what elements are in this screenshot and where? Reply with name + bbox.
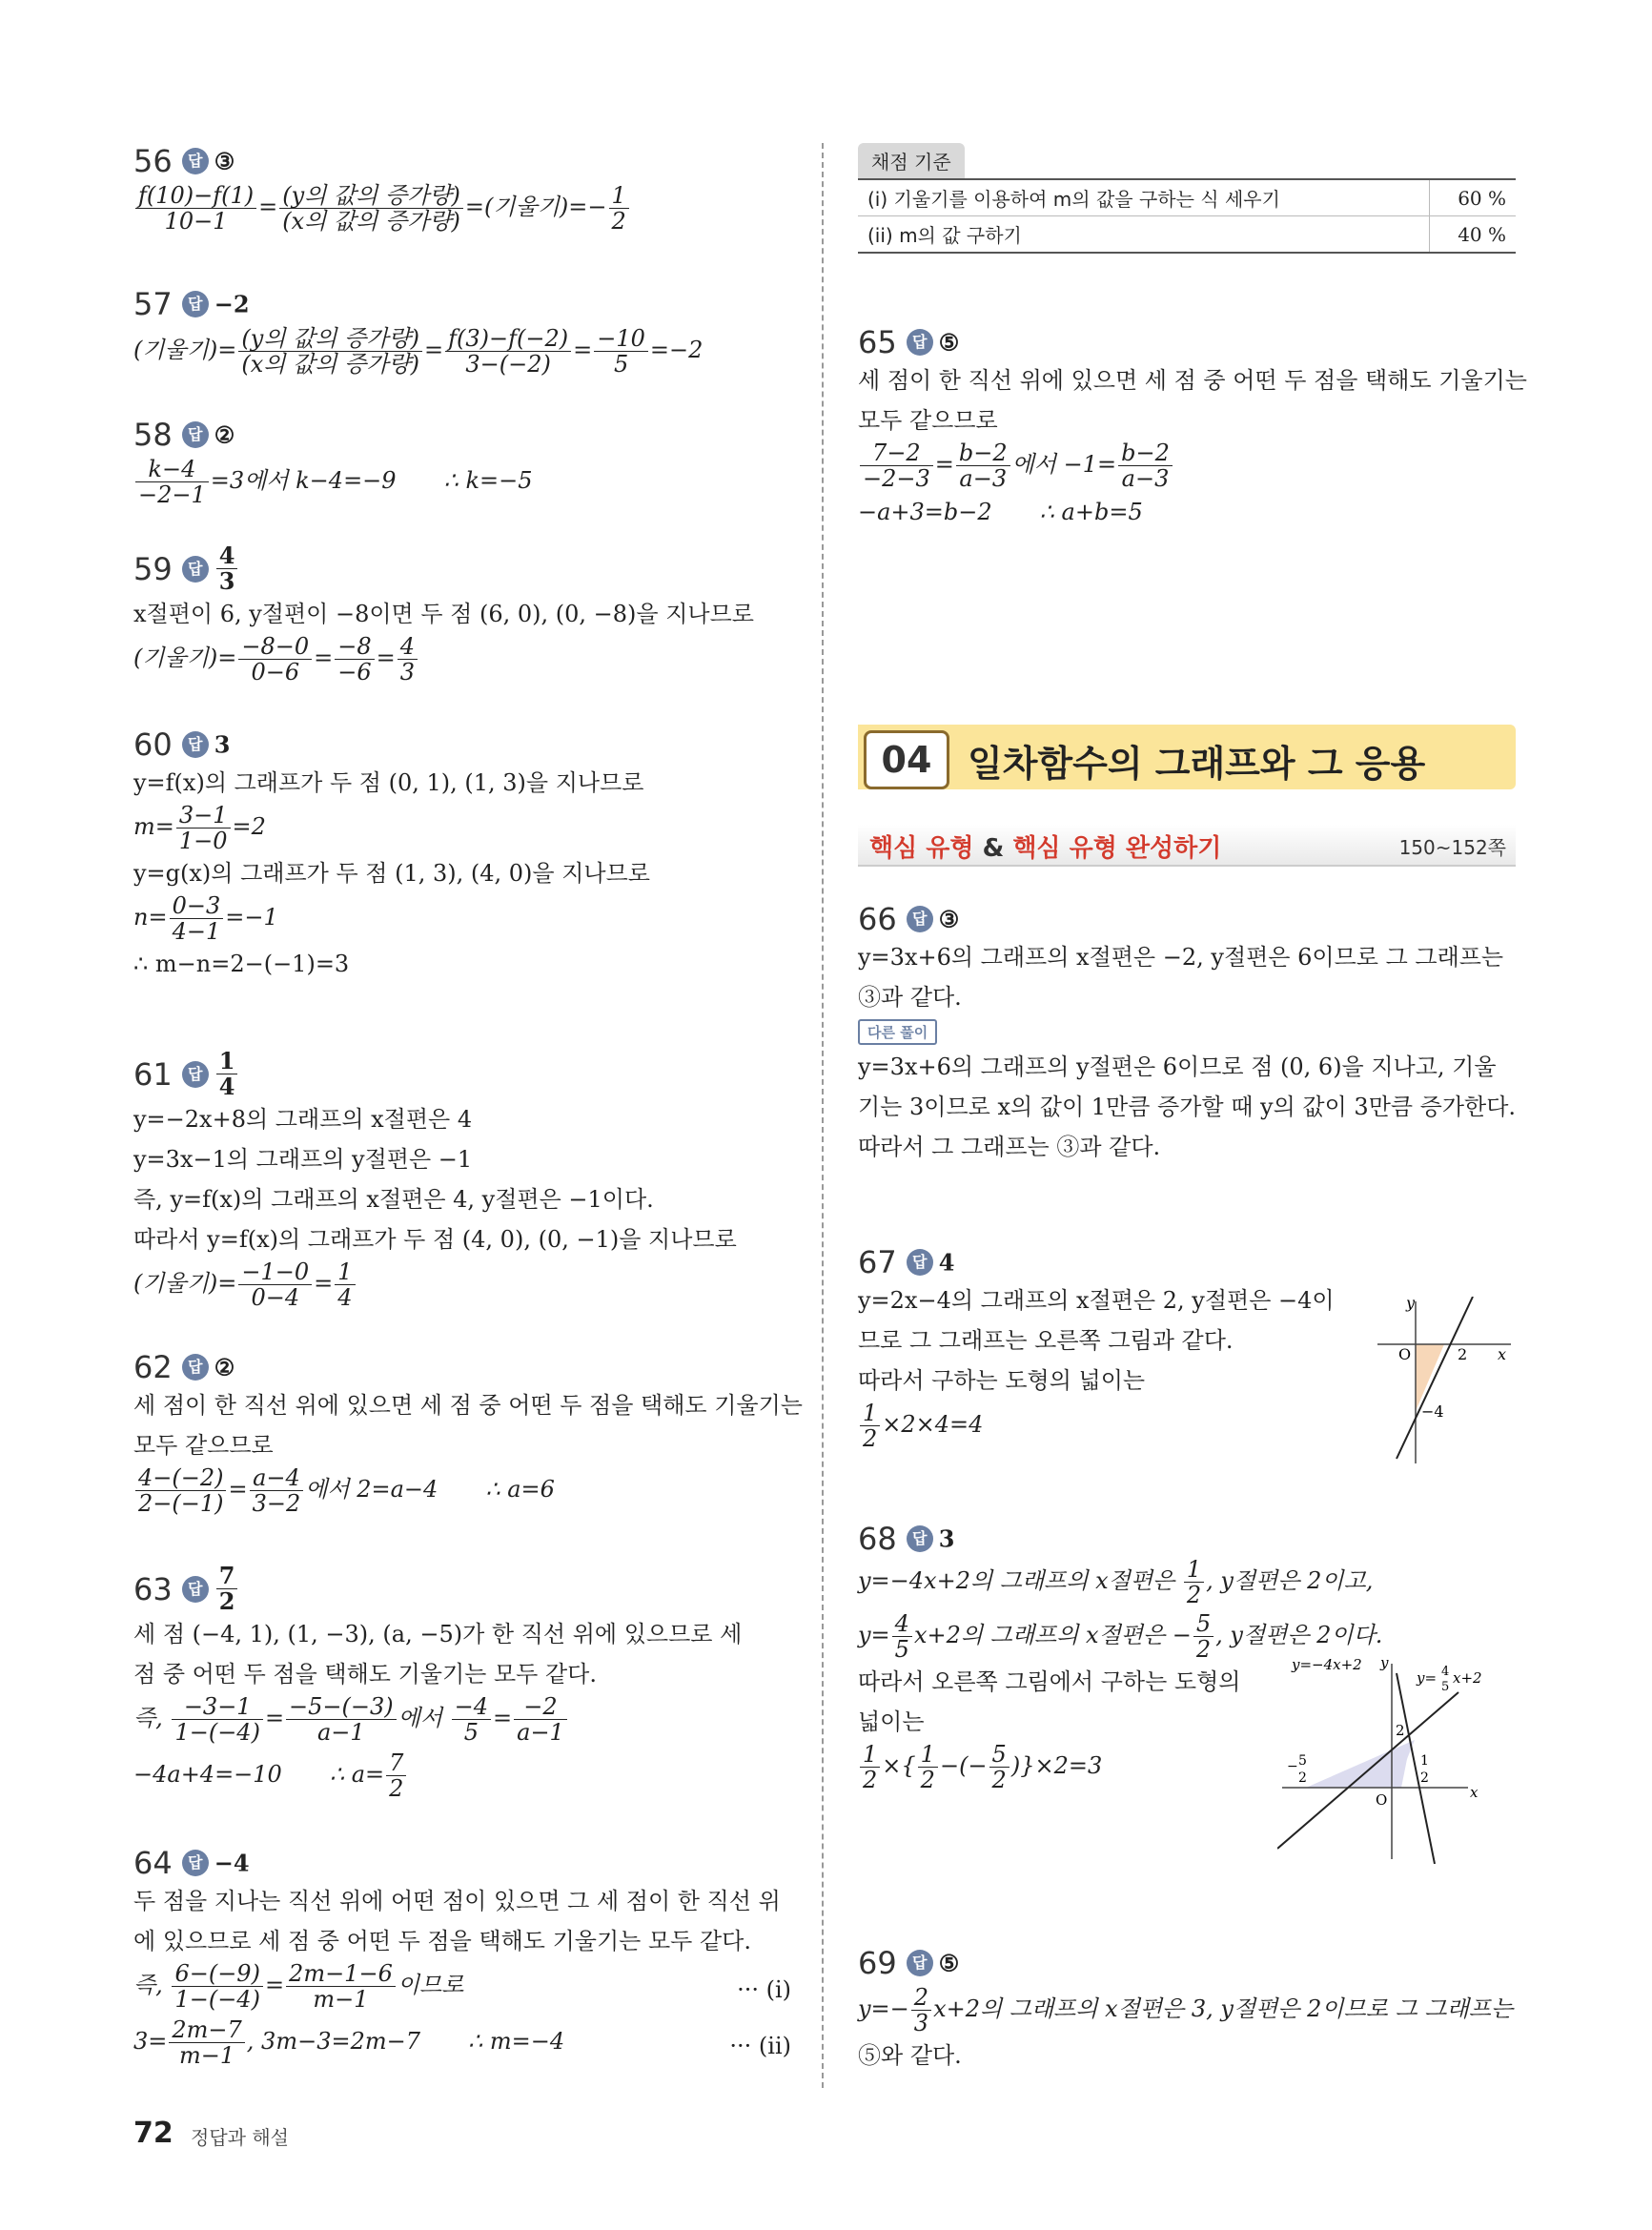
answer-badge: 답 bbox=[182, 421, 209, 448]
equation: (기울기)= $\frac{\text{(y의 값의 증가량)}}{\text{(x의 값의 증가량)}}$ = $\frac{f(3)-f(-2)}{3-(-2)}$ = $\frac{-10}{5}$ =−2 bbox=[133, 325, 704, 378]
equation: $\frac{f(10)-f(1)}{10-1}$ = $\frac{\text{(y의 값의 증가량)}}{\text{(x의 값의 증가량)}}$ =(기울기)=− $\frac{1}{2}$ bbox=[133, 183, 791, 234]
graph-line bbox=[1397, 1297, 1473, 1459]
svg-text:x+2: x+2 bbox=[1453, 1669, 1482, 1687]
problem-number: 61 bbox=[133, 1055, 173, 1093]
answer: $\frac{1}{4}$ bbox=[216, 1049, 238, 1099]
page-number: 72 bbox=[133, 2117, 173, 2150]
svg-text:−4: −4 bbox=[1421, 1402, 1444, 1421]
equation: n= $\frac{0-3}{4-1}$ =−1 bbox=[133, 892, 278, 945]
svg-text:y: y bbox=[1406, 1297, 1416, 1312]
equation: 즉, $\frac{-3-1}{1-(-4)}$ = $\frac{-5-(-3)}{a-1}$ 에서 $\frac{-4}{5}$ = $\frac{-2}{a-1}$ bbox=[133, 1694, 791, 1745]
grading-table bbox=[858, 178, 1516, 254]
answer-badge: 답 bbox=[907, 329, 933, 356]
problem-58 bbox=[133, 417, 791, 507]
problem-number: 65 bbox=[858, 324, 897, 360]
svg-text:1: 1 bbox=[1420, 1753, 1429, 1769]
answer: 3 bbox=[214, 730, 231, 759]
grading-header: 채점 기준 bbox=[858, 143, 965, 178]
svg-text:y: y bbox=[1380, 1654, 1389, 1671]
equation: $\frac{1}{2}$ ×{ $\frac{1}{2}$ −(− $\frac{5}{2}$ )}×2=3 bbox=[858, 1742, 1516, 1792]
problem-number: 66 bbox=[858, 901, 897, 937]
answer-badge: 답 bbox=[182, 291, 209, 317]
problem-number: 59 bbox=[133, 550, 173, 587]
problem-68: 68 답 3 y=−4x+2의 그래프의 x절편은 $\frac{1}{2}$ , y절편은 2이고, y= $\frac{4}{5}$ x+2의 그래프의 x절편은 − $\frac{5}{2}$ , y절편은 2이다. 따라서 오른쪽 그림에서 구하는 도형의 넓이는 $\frac{1}{2}$ ×{ $\frac{1}{2}$ −(− $\frac{5}{2}$ )}×2=3 y=−4x+2 y= 4 5 x+2 y x O 2 − 5 2 1 2 bbox=[858, 1521, 1516, 1792]
problem-67: 67 답 4 y=2x−4의 그래프의 x절편은 2, y절편은 −4이 므로 그 그래프는 오른쪽 그림과 같다. 따라서 구하는 도형의 넓이는 $\frac{1}{2}$ ×2×4=4 y x O 2 −4 bbox=[858, 1244, 1516, 1451]
svg-text:4: 4 bbox=[1441, 1665, 1450, 1679]
equation: $\frac{1}{2}$ ×2×4=4 bbox=[858, 1401, 1516, 1451]
table-row: (i) 기울기를 이용하여 m의 값을 구하는 식 세우기 60 % bbox=[858, 179, 1516, 216]
section-page-range: 150~152쪽 bbox=[1398, 836, 1506, 859]
svg-text:O: O bbox=[1398, 1345, 1412, 1363]
equation: y=− $\frac{2}{3}$ x+2의 그래프의 x절편은 3, y절편은 2이므로 그 그래프는 bbox=[858, 1984, 1514, 2036]
equation: m= $\frac{3-1}{1-0}$ =2 bbox=[133, 802, 266, 854]
answer: ② bbox=[214, 1353, 235, 1381]
svg-text:y=−4x+2: y=−4x+2 bbox=[1292, 1656, 1362, 1673]
equation: $\frac{k-4}{-2-1}$ =3에서 k−4=−9 ∴ k=−5 bbox=[133, 457, 791, 507]
problem-64: 64 답 −4 두 점을 지나는 직선 위에 어떤 점이 있으면 그 세 점이 한 직선 위 에 있으므로 세 점 중 어떤 두 점을 택해도 기울기는 모두 같다. 즉, $\frac{6-(-9)}{1-(-4)}$ = $\frac{2m-1-6}{m-1}$ 이므로 ··· (i) 3= $\frac{2m-7}{m-1}$ , 3m−3=2m−7 ∴ m=−4 ··· (ii) bbox=[133, 1845, 791, 2069]
problem-65: 65 답 ⑤ 세 점이 한 직선 위에 있으면 세 점 중 어떤 두 점을 택해도 기울기는 모두 같으므로 $\frac{7-2}{-2-3}$ = $\frac{b-2}{a-3}$ 에서 −1= $\frac{b-2}{a-3}$ −a+3=b−2 ∴ a+b=5 bbox=[858, 324, 1516, 529]
column-divider bbox=[822, 143, 824, 2088]
graph-67 bbox=[1377, 1297, 1516, 1463]
equation: $\frac{7-2}{-2-3}$ = $\frac{b-2}{a-3}$ 에서 −1= $\frac{b-2}{a-3}$ bbox=[858, 440, 1516, 491]
answer-badge: 답 bbox=[182, 1061, 209, 1088]
answer: ③ bbox=[938, 905, 960, 933]
svg-text:x: x bbox=[1470, 1784, 1479, 1801]
answer-badge: 답 bbox=[907, 1525, 933, 1552]
answer: −4 bbox=[214, 1849, 250, 1877]
equation: 즉, $\frac{6-(-9)}{1-(-4)}$ = $\frac{2m-1-6}{m-1}$ 이므로 ··· (i) bbox=[133, 1960, 791, 2013]
svg-text:−: − bbox=[1287, 1759, 1298, 1774]
footer-text: 정답과 해설 bbox=[191, 2126, 289, 2149]
problem-number: 67 bbox=[858, 1244, 897, 1280]
grading-criteria bbox=[858, 143, 1516, 254]
svg-text:5: 5 bbox=[1441, 1680, 1450, 1694]
section-bar bbox=[858, 825, 1516, 867]
problem-number: 56 bbox=[133, 143, 173, 179]
shaded-triangle bbox=[1416, 1344, 1444, 1411]
problem-number: 64 bbox=[133, 1845, 173, 1881]
answer-badge: 답 bbox=[907, 1249, 933, 1276]
chapter-header bbox=[858, 725, 1516, 789]
problem-number: 57 bbox=[133, 286, 173, 322]
problem-69: 69 답 ⑤ y=− $\frac{2}{3}$ x+2의 그래프의 x절편은 3, y절편은 2이므로 그 그래프는 ⑤와 같다. bbox=[858, 1945, 1516, 2076]
answer: $\frac{7}{2}$ bbox=[216, 1564, 238, 1614]
equation: −4a+4=−10 ∴ a= $\frac{7}{2}$ bbox=[133, 1750, 791, 1801]
equation: y=−4x+2의 그래프의 x절편은 $\frac{1}{2}$ , y절편은 2이고, bbox=[858, 1556, 1374, 1608]
svg-text:2: 2 bbox=[1458, 1345, 1468, 1363]
problem-57 bbox=[133, 286, 791, 377]
equation: $\frac{4-(-2)}{2-(-1)}$ = $\frac{a-4}{3-2}$ 에서 2=a−4 ∴ a=6 bbox=[133, 1465, 791, 1516]
svg-text:5: 5 bbox=[1298, 1753, 1307, 1769]
answer-badge: 답 bbox=[182, 1354, 209, 1381]
equation: (기울기)= $\frac{-8-0}{0-6}$ = $\frac{-8}{-6}$ = $\frac{4}{3}$ bbox=[133, 634, 791, 685]
problem-59: 59 답 $\frac{4}{3}$ x절편이 6, y절편이 −8이면 두 점 (6, 0), (0, −8)을 지나므로 (기울기)= $\frac{-8-0}{0-6}$ = $\frac{-8}{-6}$ = $\frac{4}{3}$ bbox=[133, 543, 791, 685]
svg-text:2: 2 bbox=[1298, 1770, 1307, 1786]
equation: −a+3=b−2 ∴ a+b=5 bbox=[858, 499, 1143, 525]
answer-badge: 답 bbox=[907, 1950, 933, 1976]
problem-number: 69 bbox=[858, 1945, 897, 1981]
problem-number: 60 bbox=[133, 726, 173, 763]
answer-badge: 답 bbox=[182, 731, 209, 758]
answer: $\frac{4}{3}$ bbox=[216, 543, 238, 594]
equation: 3= $\frac{2m-7}{m-1}$ , 3m−3=2m−7 ∴ m=−4 ··· (ii) bbox=[133, 2016, 791, 2069]
problem-56 bbox=[133, 143, 791, 234]
graph-68 bbox=[1277, 1654, 1516, 1864]
answer-badge: 답 bbox=[182, 1576, 209, 1603]
answer: ③ bbox=[214, 147, 235, 175]
equation: y= $\frac{4}{5}$ x+2의 그래프의 x절편은 − $\frac{5}{2}$ , y절편은 2이다. bbox=[858, 1610, 1383, 1663]
equation: (기울기)= $\frac{-1-0}{0-4}$ = $\frac{1}{4}$ bbox=[133, 1259, 791, 1310]
answer-badge: 답 bbox=[182, 1850, 209, 1876]
problem-63: 63 답 $\frac{7}{2}$ 세 점 (−4, 1), (1, −3), (a, −5)가 한 직선 위에 있으므로 세 점 중 어떤 두 점을 택해도 기울기는 모두 같다. 즉, $\frac{-3-1}{1-(-4)}$ = $\frac{-5-(-3)}{a-1}$ 에서 $\frac{-4}{5}$ = $\frac{-2}{a-1}$ −4a+4=−10 ∴ a= $\frac{7}{2}$ bbox=[133, 1564, 791, 1801]
problem-60: 60 답 3 y=f(x)의 그래프가 두 점 (0, 1), (1, 3)을 지나므로 m= $\frac{3-1}{1-0}$ =2 y=g(x)의 그래프가 두 점 (1, 3), (4, 0)을 지나므로 n= $\frac{0-3}{4-1}$ =−1 ∴ m−n=2−(−1)=3 bbox=[133, 726, 791, 984]
answer: 4 bbox=[938, 1248, 955, 1277]
answer-badge: 답 bbox=[182, 148, 209, 174]
table-row: (ii) m의 값 구하기 40 % bbox=[858, 216, 1516, 254]
section-title: 핵심 유형 & 핵심 유형 완성하기 bbox=[869, 834, 1222, 863]
answer: −2 bbox=[214, 290, 250, 318]
svg-text:2: 2 bbox=[1396, 1722, 1405, 1739]
alternative-solution-tag: 다른 풀이 bbox=[858, 1019, 937, 1045]
chapter-number: 04 bbox=[864, 730, 949, 789]
answer-badge: 답 bbox=[182, 556, 209, 583]
problem-number: 58 bbox=[133, 417, 173, 453]
problem-61: 61 답 $\frac{1}{4}$ y=−2x+8의 그래프의 x절편은 4 y=3x−1의 그래프의 y절편은 −1 즉, y=f(x)의 그래프의 x절편은 4, y절편은 −1이다. 따라서 y=f(x)의 그래프가 두 점 (4, 0), (0, −1)을 지나므로 (기울기)= $\frac{-1-0}{0-4}$ = $\frac{1}{4}$ bbox=[133, 1049, 791, 1310]
answer: ⑤ bbox=[938, 1949, 960, 1977]
problem-number: 68 bbox=[858, 1521, 897, 1557]
chapter-title: 일차함수의 그래프와 그 응용 bbox=[968, 743, 1426, 785]
answer: 3 bbox=[938, 1524, 955, 1553]
svg-text:O: O bbox=[1376, 1791, 1388, 1809]
answer: ⑤ bbox=[938, 328, 960, 357]
svg-text:x: x bbox=[1498, 1345, 1507, 1363]
svg-text:y=: y= bbox=[1417, 1669, 1438, 1687]
answer-badge: 답 bbox=[907, 906, 933, 932]
answer: ② bbox=[214, 420, 235, 449]
svg-text:2: 2 bbox=[1420, 1770, 1429, 1786]
problem-66: 66 답 ③ y=3x+6의 그래프의 x절편은 −2, y절편은 6이므로 그 그래프는 ③과 같다. 다른 풀이 y=3x+6의 그래프의 y절편은 6이므로 점 (0, 6)을 지나고, 기울 기는 3이므로 x의 값이 1만큼 증가할 때 y의 값이 3만큼 증가한다. 따라서 그 그래프는 ③과 같다. bbox=[858, 901, 1517, 1160]
problem-62: 62 답 ② 세 점이 한 직선 위에 있으면 세 점 중 어떤 두 점을 택해도 기울기는 모두 같으므로 $\frac{4-(-2)}{2-(-1)}$ = $\frac{a-4}{3-2}$ 에서 2=a−4 ∴ a=6 bbox=[133, 1349, 803, 1517]
problem-number: 63 bbox=[133, 1570, 173, 1607]
problem-number: 62 bbox=[133, 1349, 173, 1385]
